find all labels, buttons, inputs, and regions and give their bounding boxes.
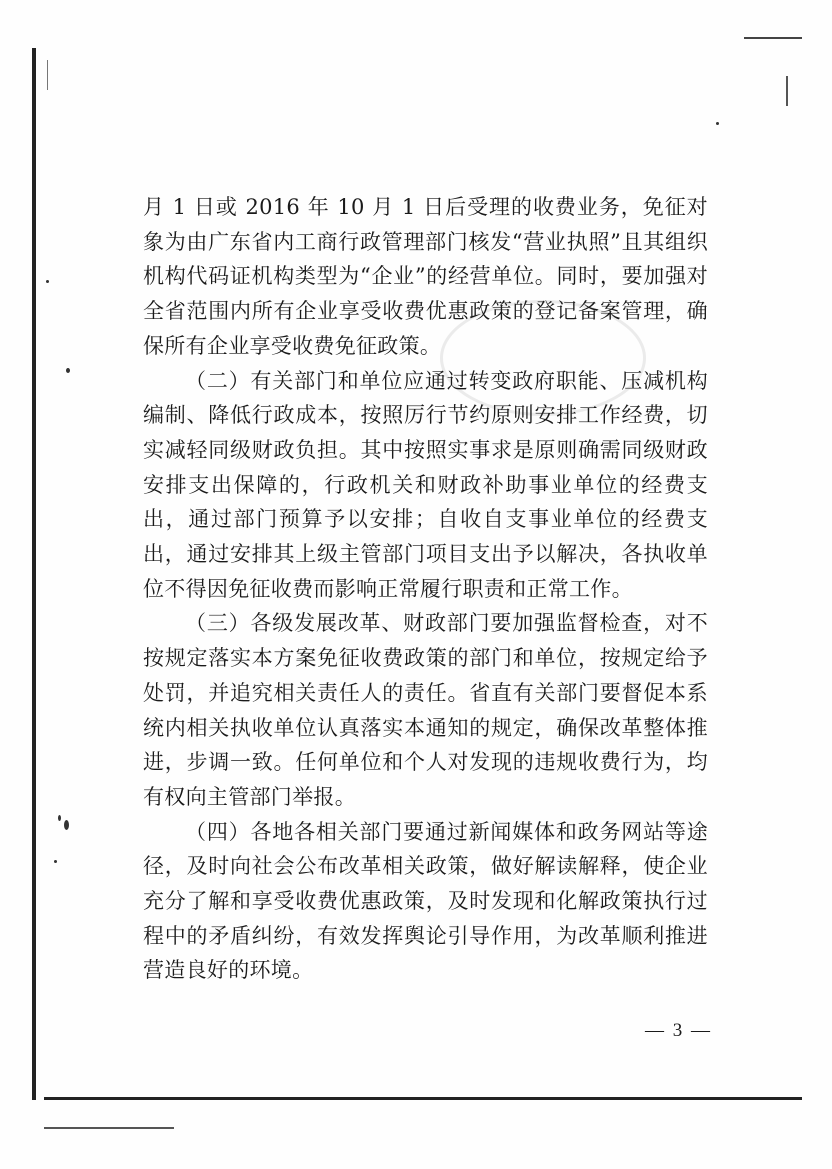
scan-edge-bottom-left [44, 1127, 174, 1129]
scan-speck [58, 815, 61, 821]
scan-edge-top [744, 37, 802, 39]
page-number: — 3 — [645, 1020, 712, 1041]
scan-speck [64, 820, 69, 830]
scan-speck [54, 860, 57, 863]
paragraph-item-4: （四）各地各相关部门要通过新闻媒体和政务网站等途径，及时向社会公布改革相关政策，做好解读解释，使企业充分了解和享受收费优惠政策，及时发现和化解政策执行过程中的矛盾纠纷，有效发挥舆论引导作用，为改革顺利推进营造良好的环境。 [143, 819, 708, 983]
scan-edge-left [32, 48, 36, 1100]
paragraph-item-3: （三）各级发展改革、财政部门要加强监督检查，对不按规定落实本方案免征收费政策的部门和单位，按规定给予处罚，并追究相关责任人的责任。省直有关部门要督促本系统内相关执收单位认真落实本通知的规定，确保改革整体推进，步调一致。任何单位和个人对发现的违规收费行为，均有权向主管部门举报。 [143, 611, 708, 809]
scan-speck [46, 280, 49, 283]
scan-speck [66, 368, 70, 373]
scan-edge-right [786, 76, 788, 106]
paragraph-item-2: （二）有关部门和单位应通过转变政府职能、压减机构编制、降低行政成本，按照厉行节约原则安排工作经费，切实减轻同级财政负担。其中按照实事求是原则确需同级财政安排支出保障的，行政机关和财政补助事业单位的经费支出，通过部门预算予以安排；自收自支事业单位的经费支出，通过安排其上级主管部门项目支出予以解决，各执收单位不得因免征收费而影响正常履行职责和正常工作。 [143, 368, 708, 601]
paragraph-continuation: 月 1 日或 2016 年 10 月 1 日后受理的收费业务，免征对象为由广东省内工商行政管理部门核发“营业执照”且其组织机构代码证机构类型为“企业”的经营单位。同时，要加强对全省范围内所有企业享受收费优惠政策的登记备案管理，确保所有企业享受收费免征政策。 [143, 195, 708, 358]
document-body [143, 190, 708, 988]
scan-speck [716, 122, 719, 125]
scan-edge-bottom [44, 1097, 802, 1100]
scan-edge-mark [47, 60, 48, 90]
